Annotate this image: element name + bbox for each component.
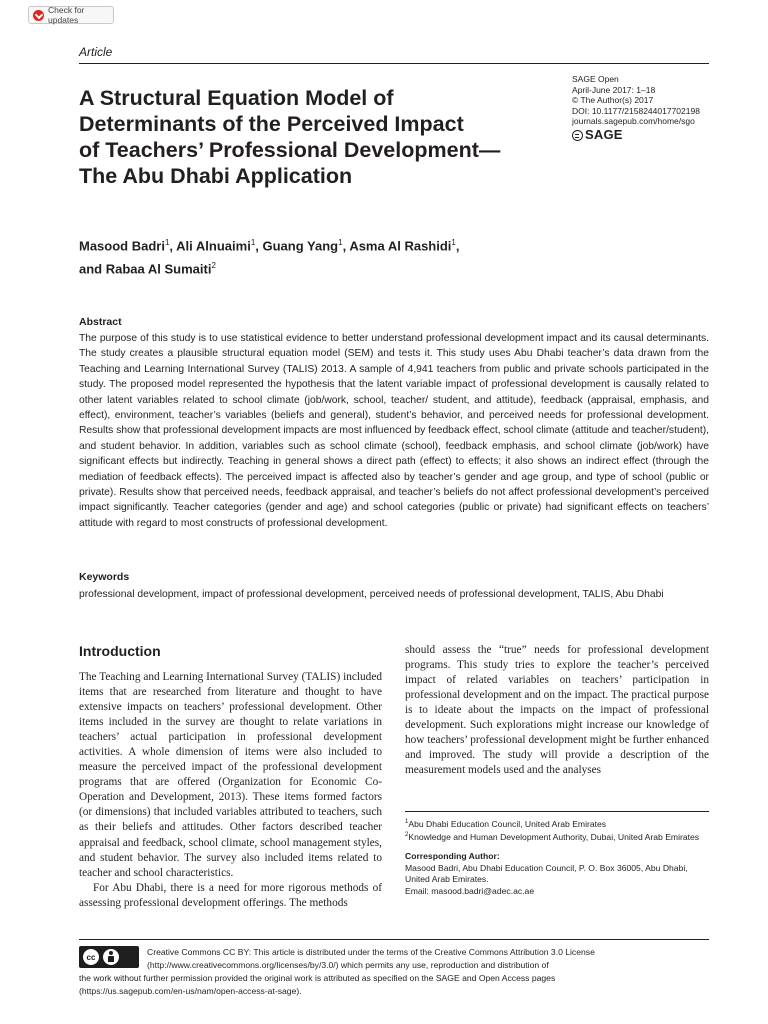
- affiliation-footnote: [405, 817, 709, 830]
- keywords-text: professional development, impact of professional development, perceived needs of professional development, TALIS, Abu Dhabi: [79, 589, 664, 600]
- journal-url-link[interactable]: journals.sagepub.com/home/sgo: [572, 116, 695, 126]
- abstract-heading: Abstract: [79, 316, 122, 328]
- affiliation-text: Abu Dhabi Education Council, United Arab Emirates: [408, 818, 607, 829]
- affiliation-marker: 2: [211, 261, 216, 271]
- introduction-heading: Introduction: [79, 643, 161, 659]
- journal-info: [572, 74, 700, 141]
- creative-commons-icon: cc: [83, 949, 99, 965]
- left-column: [79, 670, 382, 911]
- affiliation-marker: 1: [164, 238, 170, 247]
- title-line: The Abu Dhabi Application: [79, 164, 353, 188]
- author-separator: ,: [255, 238, 263, 254]
- body-paragraph: should assess the “true” needs for professional development programs. This study tries to explore the teacher’s perceived impact of related variables on teachers’ participation in professional development and on the impact. The practical purpose is to ideate about the impacts on the impact of professional development. Such explorations might increase our knowledge of how teachers’ professional development might be further enhanced and improved. The study will provide a description of the measurement models used and the analyses: [405, 644, 709, 777]
- journal-issue: April-June 2017: 1–18: [572, 84, 656, 95]
- affiliation-marker: 1: [338, 238, 343, 247]
- author-name: Ali Alnuaimi: [176, 238, 251, 254]
- title-line: of Teachers’ Professional Development—: [79, 138, 501, 162]
- affiliation-marker: 1: [451, 238, 456, 247]
- sage-logo: [572, 126, 700, 142]
- article-type-label: Article: [79, 45, 113, 59]
- sage-logo-icon: [572, 130, 583, 141]
- keywords-heading: Keywords: [79, 571, 130, 583]
- license-line[interactable]: (https://us.sagepub.com/en-us/nam/open-access-at-sage).: [79, 986, 302, 996]
- affiliation-marker: 1: [250, 238, 256, 247]
- body-paragraph: The Teaching and Learning International Survey (TALIS) included items that are researched from literature and thought to have extensive impacts on teachers’ professional development. Other items included in the survey are thought to relate variations in teachers’ actual participation in professional development activities. A whole dimension of items were also included to measure the perceived impact of the professional development programs that are offered (Organization for Economic Co-Operation and Development, 2013). These items formed factors (or dimensions) that included variables attributed to teachers, such as their beliefs and attitudes. Other factors described teacher appraisal and feedback, school climate, school management styles, and student behavior. The survey also included items related to teacher and school characteristics.: [79, 671, 382, 879]
- corresponding-author-heading: Corresponding Author:: [405, 850, 500, 861]
- author-list: [79, 233, 599, 280]
- author-conjunction: and: [79, 261, 106, 277]
- footnote-divider: [405, 811, 709, 812]
- footnote-marker: 1: [405, 819, 409, 825]
- license-text: [79, 946, 711, 998]
- corresponding-author-address: Masood Badri, Abu Dhabi Education Council, P. O. Box 36005, Abu Dhabi, United Arab Emirates.: [405, 862, 688, 885]
- corresponding-author-email[interactable]: Email: masood.badri@adec.ac.ae: [405, 885, 535, 896]
- paper-title: [79, 85, 539, 189]
- author-line-2: [79, 256, 599, 279]
- right-column: [405, 643, 709, 778]
- footnotes: [405, 817, 709, 897]
- author-separator: ,: [169, 238, 177, 254]
- license-divider: [79, 939, 709, 940]
- title-line: A Structural Equation Model of: [79, 86, 394, 110]
- check-for-updates-button[interactable]: [28, 6, 114, 24]
- doi-link[interactable]: DOI: 10.1177/2158244017702198: [572, 105, 700, 116]
- title-line: Determinants of the Perceived Impact: [79, 112, 464, 136]
- journal-name: SAGE Open: [572, 74, 619, 84]
- author-name: Rabaa Al Sumaiti: [105, 261, 212, 277]
- copyright-line: © The Author(s) 2017: [572, 95, 654, 105]
- body-paragraph: For Abu Dhabi, there is a need for more rigorous methods of assessing professional development offerings. The methods: [79, 881, 382, 909]
- abstract-text: The purpose of this study is to use statistical evidence to better understand professional development impact and its causal determinants. The study creates a plausible structural equation model (SEM) and tests it. This study uses Abu Dhabi teacher’s data drawn from the Teaching and Learning International Survey (TALIS) 2013. A sample of 4,941 teachers from public and private schools participated in the study. The proposed model represented the hypothesis that the latent variable impact of professional development is causally related to other latent variables related to school climate (job/work, school, teacher/ student, and attitude), feedback (appraisal, emphasis, and effect), environment, teacher’s variables (beliefs and general), student’s behavior, and perceived needs for professional development. Results show that professional development impacts are most influenced by feedback effect, school climate (attitude and teacher/student), and student behavior. In addition, variables such as school climate (school), feedback emphasis, and school climate (job/work) have significant effects but indirectly. Teaching in general shows a direct path (effect) to effects; it also shows an indirect effect (through the mediation of feedback effects). The perceived impact is affected also by teacher’s gender and age group, and type of school (public or private). Results show that perceived needs, feedback appraisal, and teacher’s beliefs do not affect professional development’s perceived impact significantly. Teacher categories (gender and age) and school categories (public or private) had significant effects on teachers’ attitude with regard to most constructs of professional development.: [79, 333, 709, 529]
- license-line: the work without further permission provided the original work is attributed as specified on the SAGE and Open Access pages: [79, 973, 556, 983]
- author-separator: ,: [342, 238, 350, 254]
- sage-logo-text: SAGE: [585, 126, 623, 142]
- author-name: Masood Badri: [79, 238, 165, 254]
- license-line[interactable]: (http://www.creativecommons.org/licenses/by/3.0/) which permits any use, reproduction and distribution of: [147, 960, 549, 970]
- check-for-updates-label: Check for updates: [48, 5, 85, 25]
- license-line: Creative Commons CC BY: This article is distributed under the terms of the Creative Commons Attribution 3.0 License: [147, 947, 595, 957]
- affiliation-footnote: [405, 830, 709, 843]
- author-name: Guang Yang: [262, 238, 339, 254]
- update-check-icon: [33, 10, 44, 21]
- author-separator: ,: [455, 238, 460, 254]
- header-divider: [79, 63, 709, 64]
- affiliation-text: Knowledge and Human Development Authority, Dubai, United Arab Emirates: [408, 832, 700, 843]
- author-line-1: [79, 233, 599, 256]
- author-name: Asma Al Rashidi: [349, 238, 452, 254]
- footnote-marker: 2: [405, 832, 409, 839]
